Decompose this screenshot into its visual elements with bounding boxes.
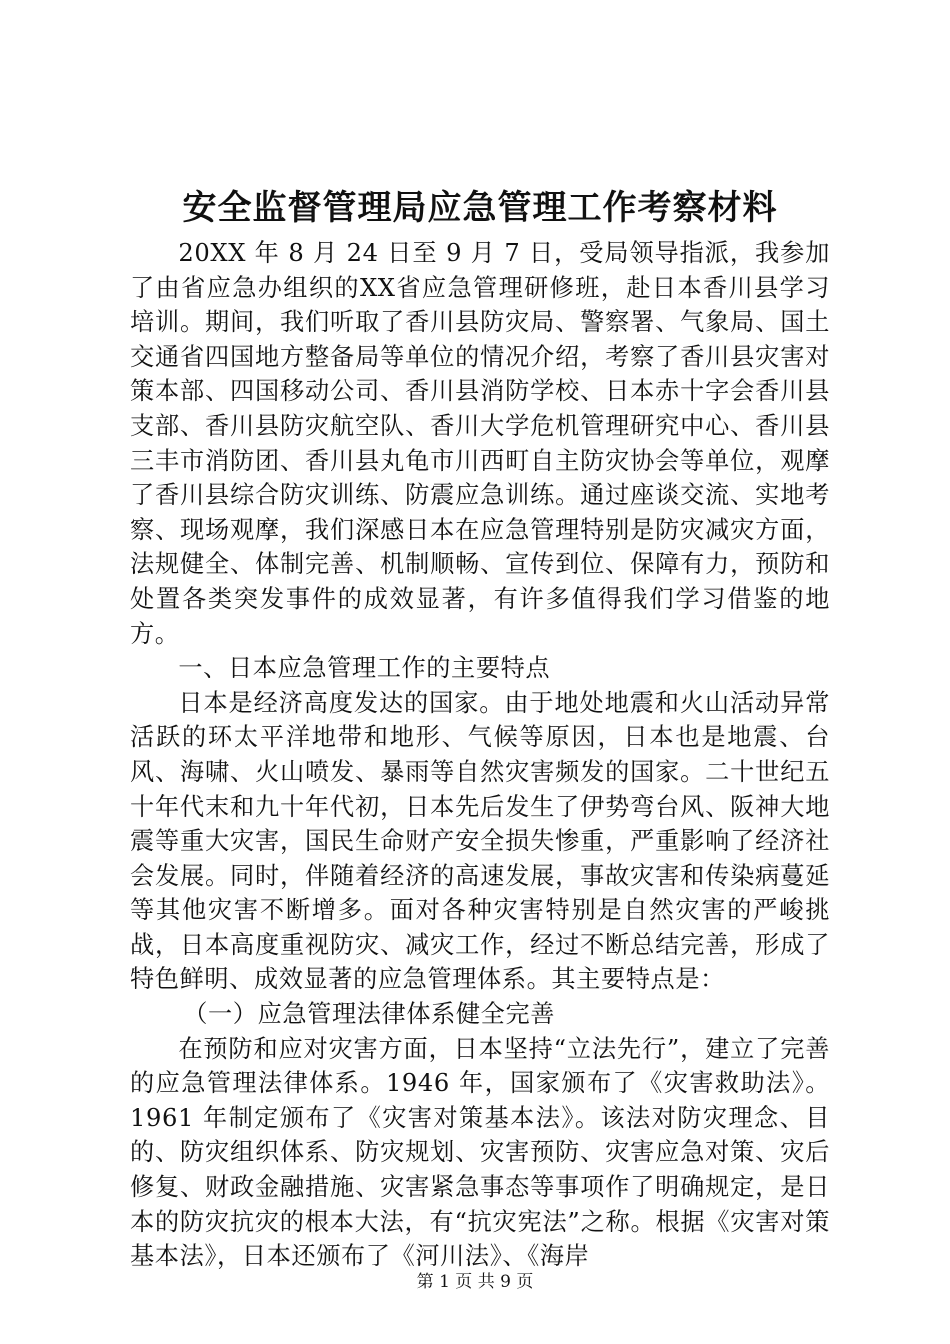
page-number: 第 1 页 共 9 页 bbox=[416, 1272, 534, 1292]
section-heading: 一、日本应急管理工作的主要特点 bbox=[178, 654, 551, 683]
subsection-heading: （一）应急管理法律体系健全完善 bbox=[183, 1000, 556, 1029]
intro-paragraph: 20XX 年 8 月 24 日至 9 月 7 日，受局领导指派，我参加了由省应急办组织的XX省应急管理研修班，赴日本香川县学习培训。期间，我们听取了香川县防灾局、警察署、气象局、国土交通省四国地方整备局等单位的情况介绍，考察了香川县灾害对策本部、四国移动公司、香川县消防学校、日本赤十字会香川县支部、香川县防灾航空队、香川大学危机管理研究中心、香川县三丰市消防团、香川县丸龟市川西町自主防灾协会等单位，观摩了香川县综合防灾训练、防震应急训练。通过座谈交流、实地考察、现场观摩，我们深感日本在应急管理特别是防灾减灾方面，法规健全、体制完善、机制顺畅、宣传到位、保障有力，预防和处置各类突发事件的成效显著，有许多值得我们学习借鉴的地方。 bbox=[130, 239, 830, 648]
section-paragraph: 日本是经济高度发达的国家。由于地处地震和火山活动异常活跃的环太平洋地带和地形、气候等原因，日本也是地震、台风、海啸、火山喷发、暴雨等自然灾害频发的国家。二十世纪五十年代末和九十年代初，日本先后发生了伊势弯台风、阪神大地震等重大灾害，国民生命财产安全损失惨重，严重影响了经济社会发展。同时，伴随着经济的高速发展，事故灾害和传染病蔓延等其他灾害不断增多。面对各种灾害特别是自然灾害的严峻挑战，日本高度重视防灾、减灾工作，经过不断总结完善，形成了特色鲜明、成效显著的应急管理体系。其主要特点是： bbox=[130, 688, 830, 994]
subsection-paragraph: 在预防和应对灾害方面，日本坚持“立法先行”，建立了完善的应急管理法律体系。1946 年，国家颁布了《灾害救助法》。1961 年制定颁布了《灾害对策基本法》。该法对防灾理念、目的、防灾组织体系、防灾规划、灾害预防、灾害应急对策、灾后修复、财政金融措施、灾害紧急事态等事项作了明确规定，是日本的防灾抗灾的根本大法，有“抗灾宪法”之称。根据《灾害对策基本法》，日本还颁布了《河川法》、《海岸 bbox=[130, 1034, 830, 1271]
document-body bbox=[130, 236, 830, 1274]
document-title: 安全监督管理局应急管理工作考察材料 bbox=[182, 188, 778, 228]
